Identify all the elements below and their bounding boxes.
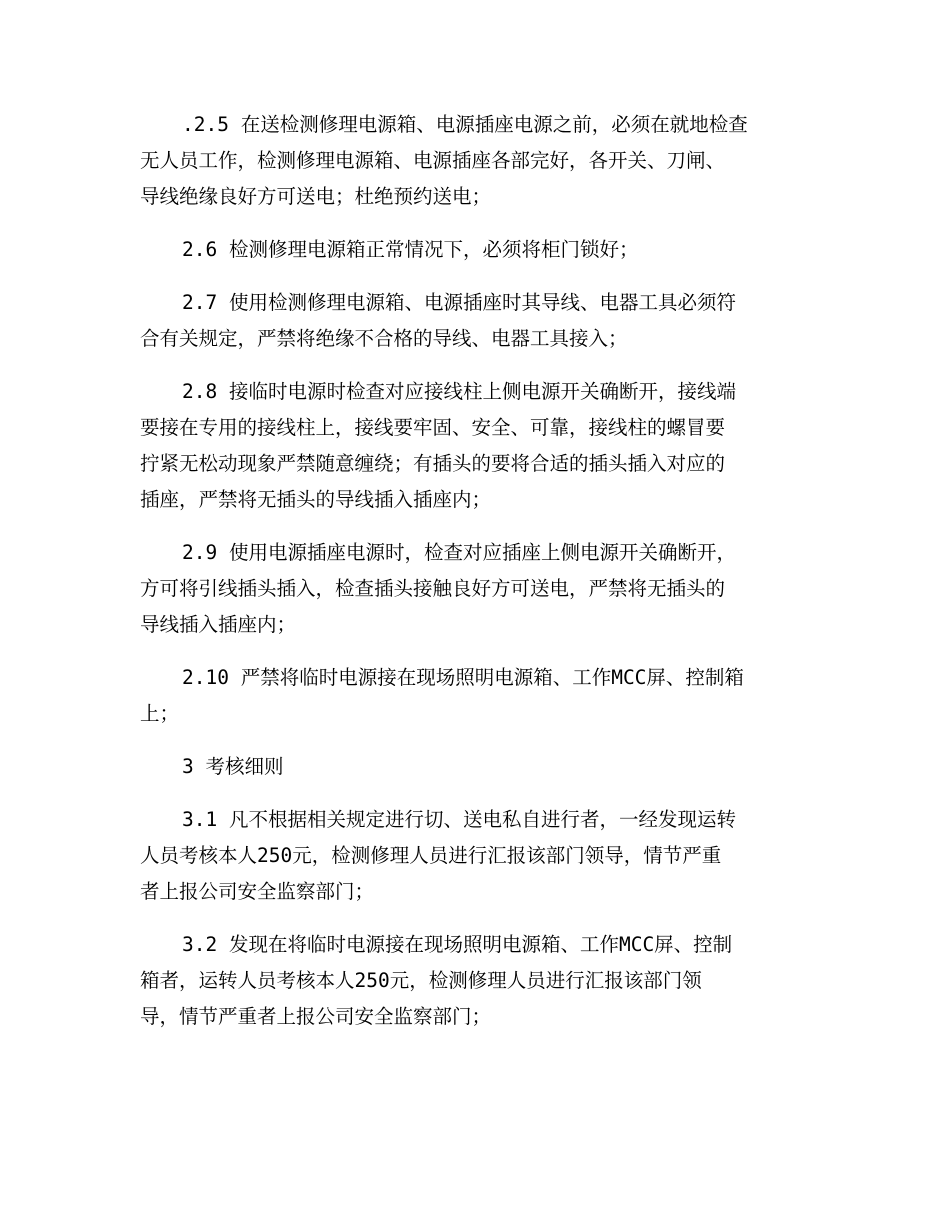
text-line: 人员考核本人250元，检测修理人员进行汇报该部门领导，情节严重 bbox=[140, 844, 722, 867]
text-line: 2.6 检测修理电源箱正常情况下，必须将柜门锁好； bbox=[182, 238, 639, 261]
paragraph-2-10 bbox=[140, 660, 812, 732]
paragraph-2-8 bbox=[140, 374, 812, 518]
text-line: 插座，严禁将无插头的导线插入插座内； bbox=[140, 488, 492, 511]
text-line: 上； bbox=[140, 702, 180, 725]
text-line: 者上报公司安全监察部门； bbox=[140, 880, 375, 903]
text-line: 导线插入插座内； bbox=[140, 613, 297, 636]
document-body bbox=[140, 107, 812, 1052]
text-line: 方可将引线插头插入，检查插头接触良好方可送电，严禁将无插头的 bbox=[140, 577, 726, 600]
text-line: 2.9 使用电源插座电源时，检查对应插座上侧电源开关确断开， bbox=[182, 541, 736, 564]
paragraph-2-5 bbox=[140, 107, 812, 215]
paragraph-2-9 bbox=[140, 535, 812, 643]
paragraph-2-7 bbox=[140, 285, 812, 357]
text-line: 3.1 凡不根据相关规定进行切、送电私自进行者，一经发现运转 bbox=[182, 808, 736, 831]
section-heading-3 bbox=[140, 749, 812, 785]
text-line: 导，情节严重者上报公司安全监察部门； bbox=[140, 1005, 492, 1028]
text-line: 合有关规定，严禁将绝缘不合格的导线、电器工具接入； bbox=[140, 327, 628, 350]
paragraph-3-1 bbox=[140, 802, 812, 910]
text-line: 2.7 使用检测修理电源箱、电源插座时其导线、电器工具必须符 bbox=[182, 291, 736, 314]
heading-text: 3 考核细则 bbox=[182, 755, 284, 778]
paragraph-2-6 bbox=[140, 232, 812, 268]
text-line: 3.2 发现在将临时电源接在现场照明电源箱、工作MCC屏、控制 bbox=[182, 933, 733, 956]
text-line: 导线绝缘良好方可送电；杜绝预约送电； bbox=[140, 185, 492, 208]
text-line: 拧紧无松动现象严禁随意缠绕；有插头的要将合适的插头插入对应的 bbox=[140, 452, 726, 475]
paragraph-3-2 bbox=[140, 927, 812, 1035]
text-line: 箱者，运转人员考核本人250元，检测修理人员进行汇报该部门领 bbox=[140, 969, 702, 992]
text-line: .2.5 在送检测修理电源箱、电源插座电源之前，必须在就地检查 bbox=[182, 113, 748, 136]
text-line: 要接在专用的接线柱上，接线要牢固、安全、可靠，接线柱的螺冒要 bbox=[140, 416, 726, 439]
text-line: 2.8 接临时电源时检查对应接线柱上侧电源开关确断开，接线端 bbox=[182, 380, 736, 403]
text-line: 2.10 严禁将临时电源接在现场照明电源箱、工作MCC屏、控制箱 bbox=[182, 666, 744, 689]
text-line: 无人员工作，检测修理电源箱、电源插座各部完好，各开关、刀闸、 bbox=[140, 149, 726, 172]
